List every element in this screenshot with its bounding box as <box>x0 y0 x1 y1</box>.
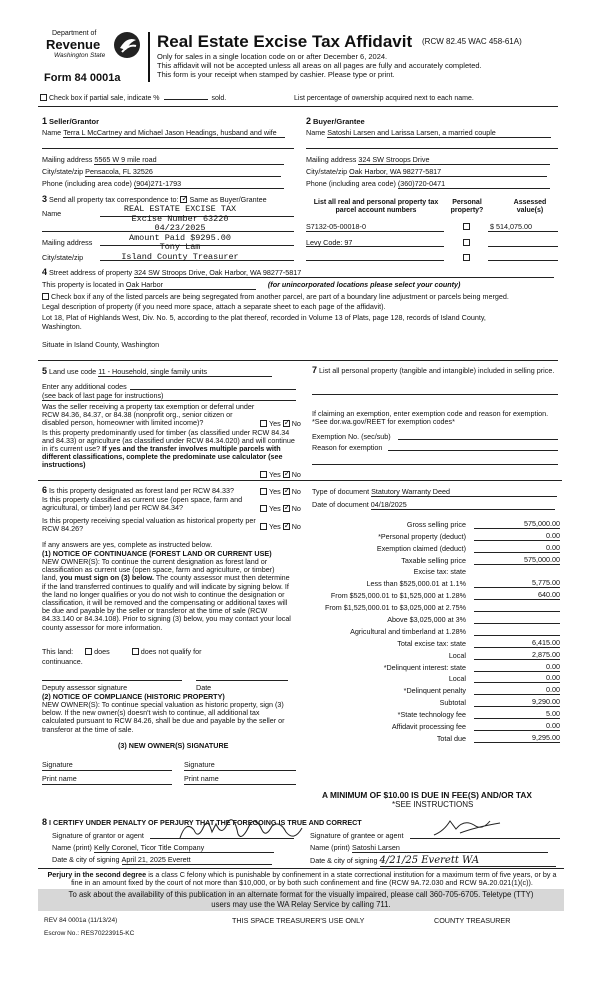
section6-num: 6 <box>42 485 48 495</box>
calc-label: Excise tax: state <box>413 567 466 577</box>
doc-type-field[interactable]: Statutory Warranty Deed <box>371 487 557 497</box>
grantor-signature <box>176 816 316 846</box>
dept-line2: Revenue <box>46 37 101 52</box>
calc-row <box>300 672 560 684</box>
same-as-buyer-label: Same as Buyer/Grantee <box>189 195 267 204</box>
owner-print-name-label-1: Print name <box>42 774 77 783</box>
same-as-buyer-checkbox[interactable] <box>180 196 187 203</box>
escrow-number: Escrow No.: RES70223915-KC <box>44 930 135 937</box>
current-use-question: Is this property classified as current use (open space, farm and agricultural, or timber) land per RCW 84.34? <box>42 495 243 512</box>
additional-codes-label: Enter any additional codes <box>42 382 127 391</box>
stamp-line2: Excise Number 63220 <box>131 213 229 224</box>
seller-name-field[interactable]: Terra L McCartney and Michael Jason Headings, husband and wife <box>63 128 285 138</box>
deputy-signature-label: Deputy assessor signature <box>42 683 128 692</box>
section5-num: 5 <box>42 366 48 376</box>
buyer-city-label: City/state/zip <box>306 167 348 176</box>
seller-city-field[interactable]: Pensacola, FL 32526 <box>85 167 281 177</box>
partial-sale-row <box>40 94 226 102</box>
buyer-name-field[interactable]: Satoshi Larsen and Larissa Larsen, a married couple <box>327 128 551 138</box>
located-field[interactable]: Oak Harbor <box>126 280 256 290</box>
reason-label: Reason for exemption <box>312 443 383 452</box>
calc-label: Total due <box>436 733 466 743</box>
calc-label: *State technology fee <box>397 710 466 720</box>
buyer-city-field[interactable]: Oak Harbor, WA 98277-5817 <box>349 167 547 177</box>
personal-property-checkbox-3[interactable] <box>463 254 470 261</box>
owner-signature-label-1: Signature <box>42 760 73 769</box>
yes-label: Yes <box>269 419 281 428</box>
revenue-swirl-icon <box>112 30 142 60</box>
section4-num: 4 <box>42 267 48 277</box>
calc-label: Above $3,025,000 at 3% <box>387 615 466 625</box>
stamp-line3: 04/23/2025 <box>154 223 206 234</box>
calc-label: *Delinquent penalty <box>403 686 466 696</box>
yes-label: Yes <box>269 487 281 496</box>
current-use-yesno <box>260 504 301 513</box>
header-line1: Only for sales in a single location code on or after December 6, 2024. <box>157 52 388 61</box>
calc-row <box>300 636 560 648</box>
located-row <box>42 280 460 290</box>
owner-signature-label-2: Signature <box>184 760 215 769</box>
calc-value[interactable] <box>474 611 560 612</box>
grantor-date-row <box>52 855 272 865</box>
calc-label: Subtotal <box>439 698 466 708</box>
buyer-phone-label: Phone (including area code) <box>306 179 396 188</box>
personal-property-checkbox-1[interactable] <box>463 223 470 230</box>
levy-code: Levy Code: 97 <box>306 238 353 247</box>
grantor-name-label: Name (print) <box>52 843 92 852</box>
sec3-name-label: Name <box>42 209 62 218</box>
calc-row <box>300 553 560 565</box>
dept-line3: Washington State <box>54 52 106 59</box>
this-land-row <box>42 647 202 656</box>
calc-row <box>300 517 560 529</box>
land-use-field[interactable]: 11 - Household, single family units <box>98 367 272 377</box>
timber-yesno <box>260 470 301 479</box>
section7-num: 7 <box>312 365 318 375</box>
land-use-row <box>42 366 272 377</box>
calc-row <box>300 541 560 553</box>
seller-name-label: Name <box>42 128 62 137</box>
unincorporated-note: (for unincorporated locations please select your county) <box>267 280 461 289</box>
grantee-signature-label: Signature of grantee or agent <box>310 831 404 840</box>
street-label: Street address of property <box>49 268 133 277</box>
calc-row <box>300 707 560 719</box>
form-number: Form 84 0001a <box>44 72 121 84</box>
seller-phone-field[interactable]: (904)271-1793 <box>134 179 284 189</box>
yes-label: Yes <box>269 504 281 513</box>
legal-line2: Washington. <box>42 322 82 331</box>
list-percentage-note: List percentage of ownership acquired next to each name. <box>294 95 474 102</box>
parcel-number-field[interactable]: S7132-05-00018-0 <box>306 222 366 231</box>
grantor-signature-label: Signature of grantor or agent <box>52 831 144 840</box>
this-land-label: This land: <box>42 647 74 656</box>
grantee-date-label: Date & city of signing <box>310 856 378 865</box>
does-not-checkbox[interactable] <box>132 648 139 655</box>
timber-question-text: Is this property predominantly used for timber (as classified under RCW 84.34 and 84.33) or agriculture (as classified under RCW 84.34.020) and will continue in it's current use? <box>42 428 295 453</box>
header-line2: This affidavit will not be accepted unless all areas on all pages are fully and accurately completed. <box>157 61 482 70</box>
land-use-label: Land use code <box>49 367 97 376</box>
calc-row <box>300 576 560 588</box>
dor-logo <box>42 30 148 70</box>
calc-row <box>300 695 560 707</box>
see-instructions: *SEE INSTRUCTIONS <box>392 800 474 809</box>
calc-label: From $1,525,000.01 to $3,025,000 at 2.75% <box>324 603 466 613</box>
grantor-date-field[interactable]: April 21, 2025 Everett <box>122 855 272 865</box>
assessed-value-field[interactable]: $ 514,075.00 <box>490 222 532 231</box>
seller-exemption-yesno <box>260 419 301 428</box>
calc-row <box>300 624 560 636</box>
grantor-date-label: Date & city of signing <box>52 855 120 864</box>
calc-row <box>300 600 560 612</box>
calc-label: Taxable selling price <box>401 555 466 565</box>
timber-no-checkbox[interactable] <box>283 471 290 478</box>
calc-value[interactable]: 9,295.00 <box>474 733 560 743</box>
seller-heading: Seller/Grantor <box>49 117 100 126</box>
partial-sale-label: Check box if partial sale, indicate % <box>49 95 160 102</box>
calc-label: Local <box>448 674 466 684</box>
tax-calculation-table <box>300 517 560 743</box>
section1-num: 1 <box>42 116 48 126</box>
seller-phone-row <box>42 179 284 189</box>
calc-value[interactable]: 2,875.00 <box>474 650 560 660</box>
seller-exemption-no-checkbox[interactable] <box>283 420 290 427</box>
grantee-signature <box>430 815 510 839</box>
doc-date-field[interactable]: 04/18/2025 <box>371 500 555 510</box>
does-checkbox[interactable] <box>85 648 92 655</box>
calc-value[interactable]: 0.00 <box>474 543 560 553</box>
calc-label: Gross selling price <box>406 519 466 529</box>
grantee-date-row <box>310 855 556 867</box>
notice1-c: The county assessor must then determine if the land transferred continues to qualify and will indicate by signing below. If the land no longer qualifies or you do not wish to continue the designation or classification, it will be removed and the compensating or additional taxes will be due and payable by the seller or transferor at the time of sale (RCW 84.33.140 or 84.34.108). Prior to signing (3) below, you may contact your local county assessor for more information. <box>42 573 291 632</box>
calc-row <box>300 612 560 624</box>
exemption-no-label: Exemption No. (sec/sub) <box>312 432 391 441</box>
calc-label: Agricultural and timberland at 1.28% <box>350 626 466 636</box>
parcel-list-heading: List all real and personal property tax parcel account numbers <box>313 199 439 214</box>
historic-yes-checkbox[interactable] <box>260 523 267 530</box>
notice1-b: you must sign on (3) below. <box>59 573 154 583</box>
continuance-label: continuance. <box>42 657 83 666</box>
deputy-date-label: Date <box>196 683 212 692</box>
assessed-value-heading: Assessed value(s) <box>513 199 547 214</box>
personal-property-label: List all personal property (tangible and intangible) included in selling price. <box>319 366 555 375</box>
additional-codes-note: (see back of last page for instructions) <box>42 391 164 400</box>
perjury-notice <box>42 871 562 888</box>
calc-row <box>300 648 560 660</box>
street-address-field[interactable]: 324 SW Stroops Drive, Oak Harbor, WA 98277-5817 <box>134 268 554 278</box>
buyer-name-row <box>306 128 551 138</box>
no-label: No <box>291 470 301 479</box>
buyer-mailing-field[interactable]: 324 SW Stroops Drive <box>358 155 550 165</box>
historic-no-checkbox[interactable] <box>283 523 290 530</box>
doc-date-label: Date of document <box>312 500 369 509</box>
notice-compliance-heading: (2) NOTICE OF COMPLIANCE (HISTORIC PROPERTY) <box>42 692 225 701</box>
seller-mailing-field[interactable]: 5565 W 9 mile road <box>94 155 284 165</box>
calc-value[interactable]: 0.00 <box>474 673 560 683</box>
street-address-row <box>42 267 554 278</box>
certify-text: I CERTIFY UNDER PENALTY OF PERJURY THAT THE FOREGOING IS TRUE AND CORRECT <box>49 818 362 827</box>
calc-label: Exemption claimed (deduct) <box>376 543 466 553</box>
calc-label: *Personal property (deduct) <box>378 531 466 541</box>
grantor-name-field[interactable]: Kelly Coronel, Ticor Title Company <box>94 843 274 853</box>
calc-label: Affidavit processing fee <box>391 722 466 732</box>
calc-value[interactable]: 5.00 <box>474 709 560 719</box>
sec3-mailing-label: Mailing address <box>42 238 93 247</box>
calc-value[interactable]: 0.00 <box>474 721 560 731</box>
stamp-line6: Island County Treasurer <box>121 251 239 262</box>
seller-city-row <box>42 167 281 177</box>
calc-row <box>300 588 560 600</box>
forest-land-text: Is this property designated as forest land per RCW 84.33? <box>49 486 234 495</box>
notice-compliance-text: NEW OWNER(S): To continue special valuation as historic property, sign (3) below. If the new owner(s) doesn't wish to continue, all additional tax calculated pursuant to RCW 84.26, shall be due and payable by the seller or transferor at the time of sale. <box>42 700 285 734</box>
grantee-name-field[interactable]: Satoshi Larsen <box>352 843 548 853</box>
calc-value[interactable]: 0.00 <box>474 531 560 541</box>
calc-value[interactable]: 575,000.00 <box>474 519 560 529</box>
yes-label: Yes <box>269 522 281 531</box>
forest-land-question <box>42 485 258 495</box>
buyer-phone-field[interactable]: (360)720-0471 <box>398 179 550 189</box>
grantee-date-field[interactable]: 4/21/25 Everett WA <box>380 855 556 867</box>
timber-question-bold: If yes and the transfer involves multiple parcels with different classifications, complete the predominate use calculator (see instructions) <box>42 444 283 469</box>
no-label: No <box>291 504 301 513</box>
seller-name-row <box>42 128 294 138</box>
correspondence-label: Send all property tax correspondence to: <box>49 195 179 204</box>
stamp-line4: Amount Paid $9295.00 <box>128 232 232 243</box>
calc-label: Total excise tax: state <box>397 638 466 648</box>
treasurer-stamp <box>110 205 250 263</box>
calc-row <box>300 660 560 672</box>
no-label: No <box>291 419 301 428</box>
calc-value[interactable]: 9,290.00 <box>474 697 560 707</box>
calc-label: From $525,000.01 to $1,525,000 at 1.28% <box>330 591 466 601</box>
calc-row <box>300 731 560 743</box>
historic-yesno <box>260 522 301 531</box>
section2-num: 2 <box>306 116 312 126</box>
notice-continuance-heading: (1) NOTICE OF CONTINUANCE (FOREST LAND OR CURRENT USE) <box>42 549 272 558</box>
forest-yes-checkbox[interactable] <box>260 488 267 495</box>
seller-phone-label: Phone (including area code) <box>42 179 132 188</box>
calc-value[interactable]: 6,415.00 <box>474 638 560 648</box>
sec3-city-label: City/state/zip <box>42 253 84 262</box>
grantee-name-row <box>310 843 548 853</box>
dept-line1: Department of <box>52 30 97 37</box>
sold-label: sold. <box>211 95 227 102</box>
historic-question: Is this property receiving special valuation as historical property per RCW 84.26? <box>42 516 256 533</box>
if-any-yes-note: If any answers are yes, complete as instructed below. <box>42 540 213 549</box>
exemption-text: If claiming an exemption, enter exemption code and reason for exemption. <box>312 409 549 418</box>
current-use-no-checkbox[interactable] <box>283 505 290 512</box>
buyer-phone-row <box>306 179 550 189</box>
calc-row <box>300 683 560 695</box>
owner-print-name-label-2: Print name <box>184 774 219 783</box>
does-label: does <box>94 647 110 656</box>
current-use-yes-checkbox[interactable] <box>260 505 267 512</box>
personal-property-heading: Personal property? <box>450 199 484 214</box>
seller-mailing-row <box>42 155 284 165</box>
doc-type-label: Type of document <box>312 487 370 496</box>
legal-line1: Lot 18, Plat of Highlands West, Div. No. 5, according to the plat thereof, recorded in Volume 13 of Plats, page 128, records of Island County, <box>42 313 486 322</box>
yes-label: Yes <box>269 470 281 479</box>
legal-description-label: Legal description of property (if you need more space, attach a separate sheet to each page of the affidavit). <box>42 302 386 311</box>
partial-sale-checkbox[interactable] <box>40 94 47 101</box>
notice-continuance-text <box>42 558 292 632</box>
personal-property-checkbox-2[interactable] <box>463 239 470 246</box>
calc-value[interactable]: 575,000.00 <box>474 555 560 565</box>
new-owner-signature-heading: (3) NEW OWNER(S) SIGNATURE <box>118 741 229 750</box>
notice1-a: NEW OWNER(S): To continue the current designation as forest land or classification as current use (open space, farm and agriculture, or timber) land, <box>42 557 275 583</box>
located-label: This property is located in <box>42 280 124 289</box>
calc-value[interactable]: 5,775.00 <box>474 578 560 588</box>
section3-row <box>42 194 267 204</box>
perjury-bold: Perjury in the second degree <box>47 870 147 879</box>
seller-city-label: City/state/zip <box>42 167 84 176</box>
timber-yes-checkbox[interactable] <box>260 471 267 478</box>
seller-exemption-question: Was the seller receiving a property tax exemption or deferral under RCW 84.36, 84.37, or 84.38 (nonprofit org., senior citizen or disabled person, homeowner with limited income)? <box>42 402 255 427</box>
calc-value[interactable]: 0.00 <box>474 662 560 672</box>
doc-date-row <box>312 500 555 510</box>
calc-label: Less than $525,000.01 at 1.1% <box>366 579 466 589</box>
no-label: No <box>291 522 301 531</box>
calc-row <box>300 529 560 541</box>
forest-yesno <box>260 487 301 496</box>
rcw-reference: (RCW 82.45 WAC 458-61A) <box>422 37 522 46</box>
calc-value[interactable] <box>474 635 560 636</box>
calc-row <box>300 719 560 731</box>
calc-label: Local <box>448 650 466 660</box>
county-treasurer-label: COUNTY TREASURER <box>434 916 511 925</box>
segregated-label: Check box if any of the listed parcels are being segregated from another parcel, are part of a boundary line adjustment or parcels being merged. <box>51 292 509 301</box>
header-line3: This form is your receipt when stamped by cashier. Please type or print. <box>157 70 395 79</box>
calc-label: *Delinquent interest: state <box>383 662 466 672</box>
minimum-fee-note: A MINIMUM OF $10.00 IS DUE IN FEE(S) AND/OR TAX <box>322 790 532 800</box>
calc-value[interactable]: 0.00 <box>474 685 560 695</box>
personal-property-list <box>312 366 562 375</box>
exemption-instructions <box>312 410 558 426</box>
stamp-line5: Tony Lam <box>159 242 201 253</box>
section3-num: 3 <box>42 194 48 204</box>
buyer-mailing-row <box>306 155 550 165</box>
buyer-city-row <box>306 167 547 177</box>
calc-value[interactable]: 640.00 <box>474 590 560 600</box>
treasurer-only-label: THIS SPACE TREASURER'S USE ONLY <box>232 916 365 925</box>
section8-num: 8 <box>42 817 48 827</box>
form-title: Real Estate Excise Tax Affidavit <box>157 32 413 51</box>
segregated-row <box>42 292 562 301</box>
buyer-heading: Buyer/Grantee <box>313 117 365 126</box>
does-not-label: does not qualify for <box>140 647 202 656</box>
seller-exemption-yes-checkbox[interactable] <box>260 420 267 427</box>
segregated-checkbox[interactable] <box>42 293 49 300</box>
grantee-name-label: Name (print) <box>310 843 350 852</box>
legal-line3: Situate in Island County, Washington <box>42 340 160 349</box>
exemption-link: *See dor.wa.gov/REET for exemption codes* <box>312 417 455 426</box>
forest-no-checkbox[interactable] <box>283 488 290 495</box>
timber-question <box>42 429 296 469</box>
doc-type-row <box>312 487 557 497</box>
seller-mailing-label: Mailing address <box>42 155 93 164</box>
accessibility-notice: To ask about the availability of this publication in an alternate format for the visually impaired, please call 360-705-6705. Teletype (TTY) users may use the WA Relay Service by calling 711. <box>38 889 564 911</box>
stamp-line1: REAL ESTATE EXCISE TAX <box>123 204 237 214</box>
revision-number: REV 84 0001a (11/13/24) <box>44 917 118 924</box>
buyer-mailing-label: Mailing address <box>306 155 357 164</box>
perjury-text: is a class C felony which is punishable by confinement in a state correctional institution for a maximum term of five years, or by a fine in an amount fixed by the court of not more than $10,000, or by both such confinement and fine (RCW 9A.72.030 and RCW 9A.20.021(1)(c)). <box>71 870 557 888</box>
calc-value[interactable] <box>474 623 560 624</box>
calc-row <box>300 565 560 577</box>
no-label: No <box>291 487 301 496</box>
buyer-name-label: Name <box>306 128 326 137</box>
